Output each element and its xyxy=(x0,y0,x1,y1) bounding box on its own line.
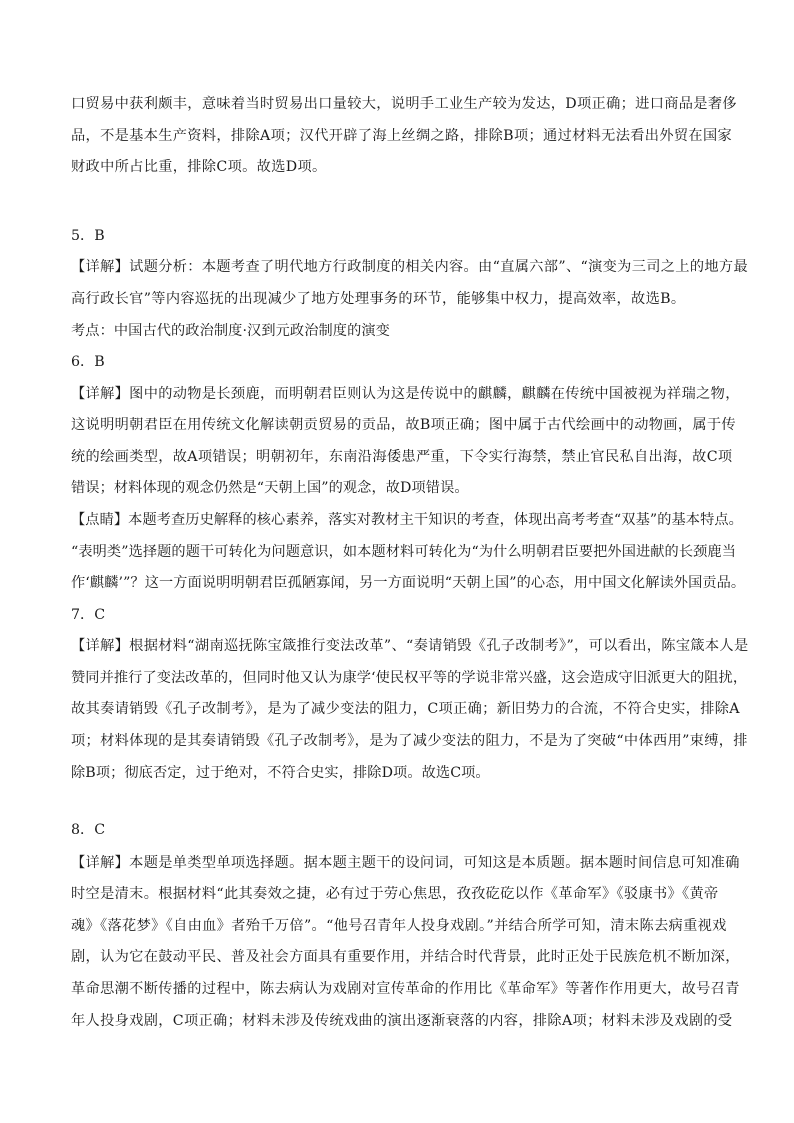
q5-answer-number: 5．B xyxy=(71,228,105,244)
q5-line-1: 【详解】试题分析：本题考查了明代地方行政制度的相关内容。由“直属六部”、“演变为三司之上的地方最 xyxy=(71,259,748,275)
q8-line-1: 【详解】本题是单类型单项选择题。据本题主题干的设问词，可知这是本质题。据本题时间信息可知准确 xyxy=(71,855,740,871)
q6-line-4: 错误；材料体现的观念仍然是“天朝上国”的观念，故D项错误。 xyxy=(71,480,469,496)
q4-line-1: 口贸易中获利颇丰，意味着当时贸易出口量较大，说明手工业生产较为发达，D项正确；进口商品是奢侈 xyxy=(71,96,737,112)
q6-line-3: 统的绘画类型，故A项错误；明朝初年，东南沿海倭患严重，下令实行海禁，禁止官民私自出海，故C项 xyxy=(71,449,733,465)
q8-line-5: 革命思潮不断传播的过程中，陈去病认为戏剧对宣传革命的作用比《革命军》等著作作用更大，故号召青 xyxy=(71,981,740,997)
q4-line-3: 财政中所占比重，排除C项。故选D项。 xyxy=(71,159,327,175)
q7-line-1: 【详解】根据材料“湖南巡抚陈宝箴推行变法改革”、“奏请销毁《孔子改制考》”，可以看出，陈宝箴本人是 xyxy=(71,638,749,654)
q7-line-3: 故其奏请销毁《孔子改制考》，是为了减少变法的阻力，C项正确；新旧势力的合流，不符合史实，排除A xyxy=(71,701,740,717)
q8-line-4: 剧，认为它在鼓动平民、普及社会方面具有重要作用，并结合时代背景，此时正处于民族危机不断加深， xyxy=(71,949,740,965)
q7-line-4: 项；材料体现的是其奏请销毁《孔子改制考》，是为了减少变法的阻力，不是为了突破“中体西用”束缚，排 xyxy=(71,733,748,749)
q8-line-3: 魂》《落花梦》《自由血》者殆千万倍”。“他号召青年人投身戏剧。”并结合所学可知，清末陈去病重视戏 xyxy=(71,918,727,934)
q6-line-5: 【点睛】本题考查历史解释的核心素养，落实对教材主干知识的考查，体现出高考考查“双基”的基本特点。 xyxy=(71,512,743,528)
q7-line-5: 除B项；彻底否定，过于绝对，不符合史实，排除D项。故选C项。 xyxy=(71,765,490,781)
q6-line-1: 【详解】图中的动物是长颈鹿，而明朝君臣则认为这是传说中的麒麟，麒麟在传统中国被视为祥瑞之物， xyxy=(71,386,740,402)
q6-line-2: 这说明明朝君臣在用传统文化解读朝贡贸易的贡品，故B项正确；图中属于古代绘画中的动物画，属于传 xyxy=(71,417,736,433)
q4-line-2: 品，不是基本生产资料，排除A项；汉代开辟了海上丝绸之路，排除B项；通过材料无法看出外贸在国家 xyxy=(71,128,733,144)
q6-line-6: “表明类”选择题的题干可转化为问题意识，如本题材料可转化为“为什么明朝君臣要把外国进献的长颈鹿当 xyxy=(71,544,736,560)
q5-line-2: 高行政长官”等内容巡抚的出现减少了地方处理事务的环节，能够集中权力，提高效率，故选B。 xyxy=(71,291,686,307)
q8-line-2: 时空是清末。根据材料“此其奏效之捷，必有过于劳心焦思，孜孜矻矻以作《革命军》《驳康书》《黄帝 xyxy=(71,886,719,902)
q6-answer-number: 6．B xyxy=(71,354,105,370)
q7-line-2: 赞同并推行了变法改革的，但同时他又认为康学‘使民权平等的学说非常兴盛，这会造成守旧派更大的阻扰， xyxy=(71,670,748,686)
q7-answer-number: 7．C xyxy=(71,607,106,623)
q6-line-7: 作‘麒麟’”？这一方面说明明朝君臣孤陋寡闻，另一方面说明“天朝上国”的心态，用中国文化解读外国贡品。 xyxy=(71,575,746,591)
q5-line-3: 考点：中国古代的政治制度·汉到元政治制度的演变 xyxy=(71,323,390,339)
q8-answer-number: 8．C xyxy=(71,822,106,838)
q8-line-6: 年人投身戏剧，C项正确；材料未涉及传统戏曲的演出逐渐衰落的内容，排除A项；材料未涉及戏剧的受 xyxy=(71,1013,733,1029)
